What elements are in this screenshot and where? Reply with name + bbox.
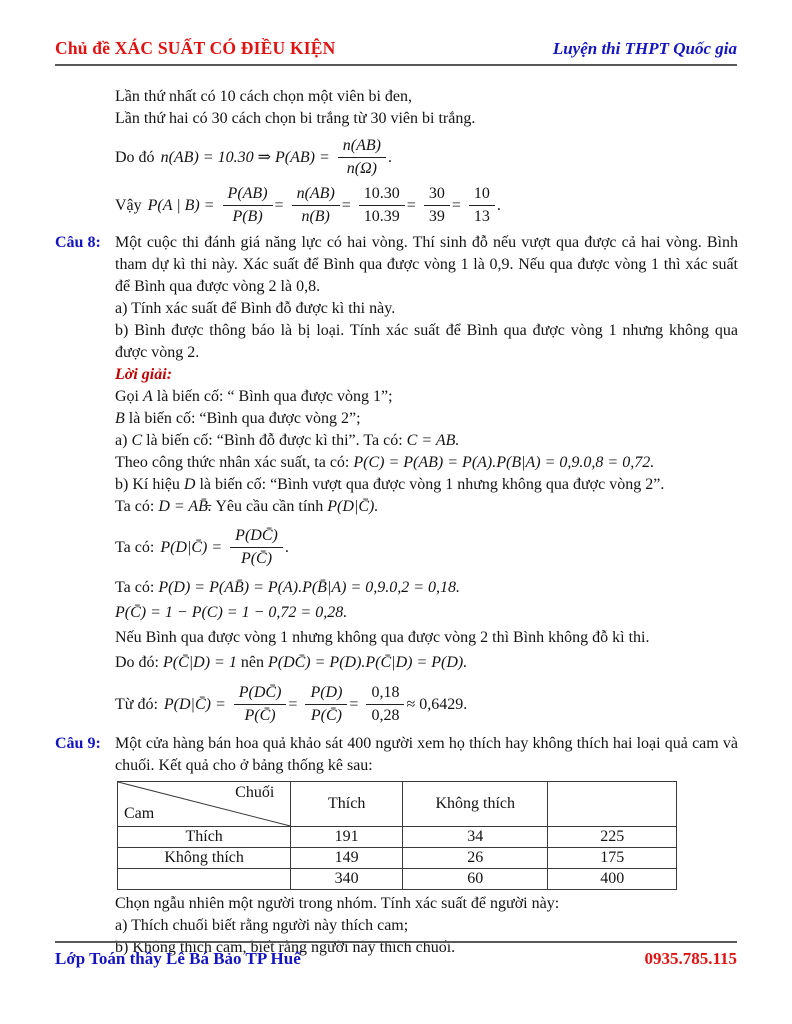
q8-statement: Một cuộc thi đánh giá năng lực có hai vòng. Thí sinh đỗ nếu vượt qua được cả hai vòng. Bình tham dự kì thi này. Xác suất để Bình qua được vòng 1 là 0,9. Nếu qua được vòng 1 thì xác suất để Bình qua được vòng 2 là 0,8. (115, 234, 738, 295)
sol-multiplication-rule (115, 452, 738, 474)
math-expression: P(C̄|D) = 1 (163, 654, 237, 671)
q8-part-b: b) Bình được thông báo là bị loại. Tính xác suất để Bình qua được vòng 1 nhưng không qua được vòng 2. (115, 322, 738, 361)
text-segment: Do đó: (115, 654, 159, 671)
sol-do-do-2 (115, 652, 738, 674)
math-expression: P(D) = P(AB̄) = P(A).P(B̄|A) = 0,9.0,2 = 0,18. (158, 579, 461, 596)
fraction-numerator: 0,18 (366, 683, 404, 705)
formula-p-d-given-cbar (115, 525, 738, 570)
formula-do-do (115, 135, 738, 180)
q9-part-a: a) Thích chuối biết rằng người này thích cam; (115, 917, 409, 934)
period: . (496, 196, 501, 214)
fraction-numerator: n(AB) (292, 184, 340, 206)
fraction-denominator: P(B) (232, 208, 263, 225)
table-cell: 26 (403, 848, 548, 869)
text-segment: Yêu cầu cần tính (215, 498, 324, 515)
fraction-numerator: 30 (424, 184, 450, 206)
formula-final-result (115, 682, 738, 727)
column-header-total (548, 782, 677, 827)
fraction-numerator: P(D) (305, 683, 347, 705)
sol-remark: Nếu Bình qua được vòng 1 nhưng không qua được vòng 2 thì Bình không đỗ kì thi. (115, 629, 650, 646)
fraction-1030-over-1039 (359, 184, 405, 227)
equals-sign: = (349, 695, 359, 713)
fraction-pdcbar-over-pcbar (230, 526, 283, 569)
event-variable-a: A (143, 388, 153, 405)
row-label: Không thích (118, 848, 291, 869)
fraction-10-over-13 (469, 184, 495, 227)
formula-prefix: Do đó (115, 148, 155, 166)
math-expression: P(D|C̄). (327, 498, 379, 515)
fraction-pab-over-pb (223, 184, 273, 227)
text-segment: b) Kí hiệu (115, 476, 180, 493)
phone-number: 0935.785.115 (644, 949, 737, 968)
table-row (118, 869, 677, 890)
q9-part-b: b) Không thích cam, biết rằng người này thích chuối. (115, 939, 456, 956)
fraction-denominator: P(C̄) (244, 707, 276, 724)
class-name-label: Lớp Toán thầy Lê Bá Bảo TP Huế (55, 949, 301, 968)
fraction-nab-over-nomega (338, 136, 386, 179)
table-row (118, 827, 677, 848)
sol-define-event-a (115, 386, 738, 408)
fraction-numerator: 10.30 (359, 184, 405, 206)
fraction-numerator: P(DC̄) (230, 526, 283, 548)
table-row (118, 848, 677, 869)
fraction-denominator: n(Ω) (346, 160, 377, 177)
formula-expression: n(AB) = 10.30 ⇒ P(AB) = (160, 148, 330, 166)
fraction-018-over-028 (366, 683, 404, 726)
fraction-30-over-39 (424, 184, 450, 227)
text-segment: Từ đó: (115, 695, 158, 713)
question-8 (55, 232, 738, 727)
table-cell: 34 (403, 827, 548, 848)
text-segment: Theo công thức nhân xác suất, ta có: (115, 454, 350, 471)
sol-p-cbar-value (115, 602, 738, 624)
math-expression: P(DC̄) = P(D).P(C̄|D) = P(D). (267, 654, 468, 671)
fraction-denominator: 13 (473, 208, 490, 225)
fraction-denominator: 0,28 (371, 707, 400, 724)
equals-sign: = (341, 196, 351, 214)
equals-sign: = (274, 196, 284, 214)
page-header (55, 38, 737, 66)
fraction-numerator: P(DC̄) (234, 683, 287, 705)
math-expression: P(C) = P(AB) = P(A).P(B|A) = 0,9.0,8 = 0,72. (353, 454, 655, 471)
math-expression: P(C̄) = 1 − P(C) = 1 − 0,72 = 0,28. (115, 604, 348, 621)
fraction-nab-over-nb (292, 184, 340, 227)
table-cell: 149 (291, 848, 403, 869)
text-segment: Gọi (115, 388, 139, 405)
row-label: Thích (118, 827, 291, 848)
corner-label-chuoi: Chuối (235, 784, 275, 801)
math-expression: D = AB̵̄. (158, 498, 212, 515)
fraction-denominator: P(C̄) (240, 550, 273, 567)
table-cell: 340 (291, 869, 403, 890)
text-segment: là biến cố: “ Bình qua được vòng 1”; (156, 388, 393, 405)
period: . (387, 148, 392, 166)
equals-sign: = (406, 196, 416, 214)
solution-heading: Lời giải: (115, 366, 173, 383)
sol-define-event-b (115, 408, 738, 430)
fraction-pdcbar-over-pcbar (234, 683, 287, 726)
q9-instruction: Chọn ngẫu nhiên một người trong nhóm. Tính xác suất để người này: (115, 895, 560, 912)
question-8-label: Câu 8: (55, 234, 101, 251)
intro-line-2: Lần thứ hai có 30 cách chọn bi trắng từ 30 viên bi trắng. (115, 110, 476, 127)
text-segment: nên (240, 654, 264, 671)
corner-label-cam: Cam (124, 805, 155, 822)
q9-statement: Một cửa hàng bán hoa quả khảo sát 400 người xem họ thích hay không thích hai loại quả cam và chuối. Kết quả cho ở bảng thống kê sau: (115, 735, 738, 774)
fraction-numerator: P(AB) (223, 184, 273, 206)
math-expression: C = AB. (406, 432, 460, 449)
table-cell: 191 (291, 827, 403, 848)
event-variable-c: C (131, 432, 143, 449)
sol-d-equals-abbar (115, 496, 738, 518)
formula-prefix: Vậy (115, 196, 142, 214)
period: . (284, 538, 289, 556)
text-segment: là biến cố: “Bình đỗ được kì thi”. Ta có: (146, 432, 403, 449)
table-cell: 60 (403, 869, 548, 890)
conditional-probability-lhs: P(D|C̄) = (163, 695, 226, 713)
sol-p-d-value (115, 577, 738, 599)
text-segment: Ta có: (115, 538, 155, 556)
conditional-probability-lhs: P(D|C̄) = (160, 538, 223, 556)
exam-series-label: Luyện thi THPT Quốc gia (552, 39, 737, 58)
equals-sign: = (451, 196, 461, 214)
topic-title: Chủ đề XÁC SUẤT CÓ ĐIỀU KIỆN (55, 38, 336, 58)
conditional-probability-lhs: P(A | B) = (147, 196, 215, 214)
fraction-denominator: 39 (428, 208, 445, 225)
approx-result: ≈ 0,6429. (406, 695, 468, 713)
table-corner-cell (118, 782, 291, 827)
sol-define-event-d (115, 474, 738, 496)
table-cell: 400 (548, 869, 677, 890)
survey-table (117, 781, 677, 890)
text-segment: là biến cố: “Bình vượt qua được vòng 1 nhưng không qua được vòng 2”. (199, 476, 665, 493)
sol-define-event-c (115, 430, 738, 452)
fraction-pd-over-pcbar (305, 683, 347, 726)
q8-part-a: a) Tính xác suất để Bình đỗ được kì thi này. (115, 300, 396, 317)
fraction-denominator: P(C̄) (310, 707, 342, 724)
formula-vay (115, 183, 738, 228)
table-header-row (118, 782, 677, 827)
intro-line-1: Lần thứ nhất có 10 cách chọn một viên bi đen, (115, 88, 413, 105)
question-9-label: Câu 9: (55, 735, 101, 752)
table-cell: 175 (548, 848, 677, 869)
fraction-numerator: n(AB) (338, 136, 386, 158)
text-segment: Ta có: (115, 579, 155, 596)
page-footer (55, 941, 737, 969)
table-cell: 225 (548, 827, 677, 848)
text-segment: là biến cố: “Bình qua được vòng 2”; (128, 410, 361, 427)
event-variable-b: B (115, 410, 125, 427)
event-variable-d: D (183, 476, 196, 493)
column-header-thich: Thích (291, 782, 403, 827)
fraction-denominator: n(B) (301, 208, 330, 225)
fraction-denominator: 10.39 (363, 208, 400, 225)
text-segment: a) (115, 432, 128, 449)
column-header-khong-thich: Không thích (403, 782, 548, 827)
row-label (118, 869, 291, 890)
equals-sign: = (288, 695, 298, 713)
fraction-numerator: 10 (469, 184, 495, 206)
text-segment: Ta có: (115, 498, 155, 515)
